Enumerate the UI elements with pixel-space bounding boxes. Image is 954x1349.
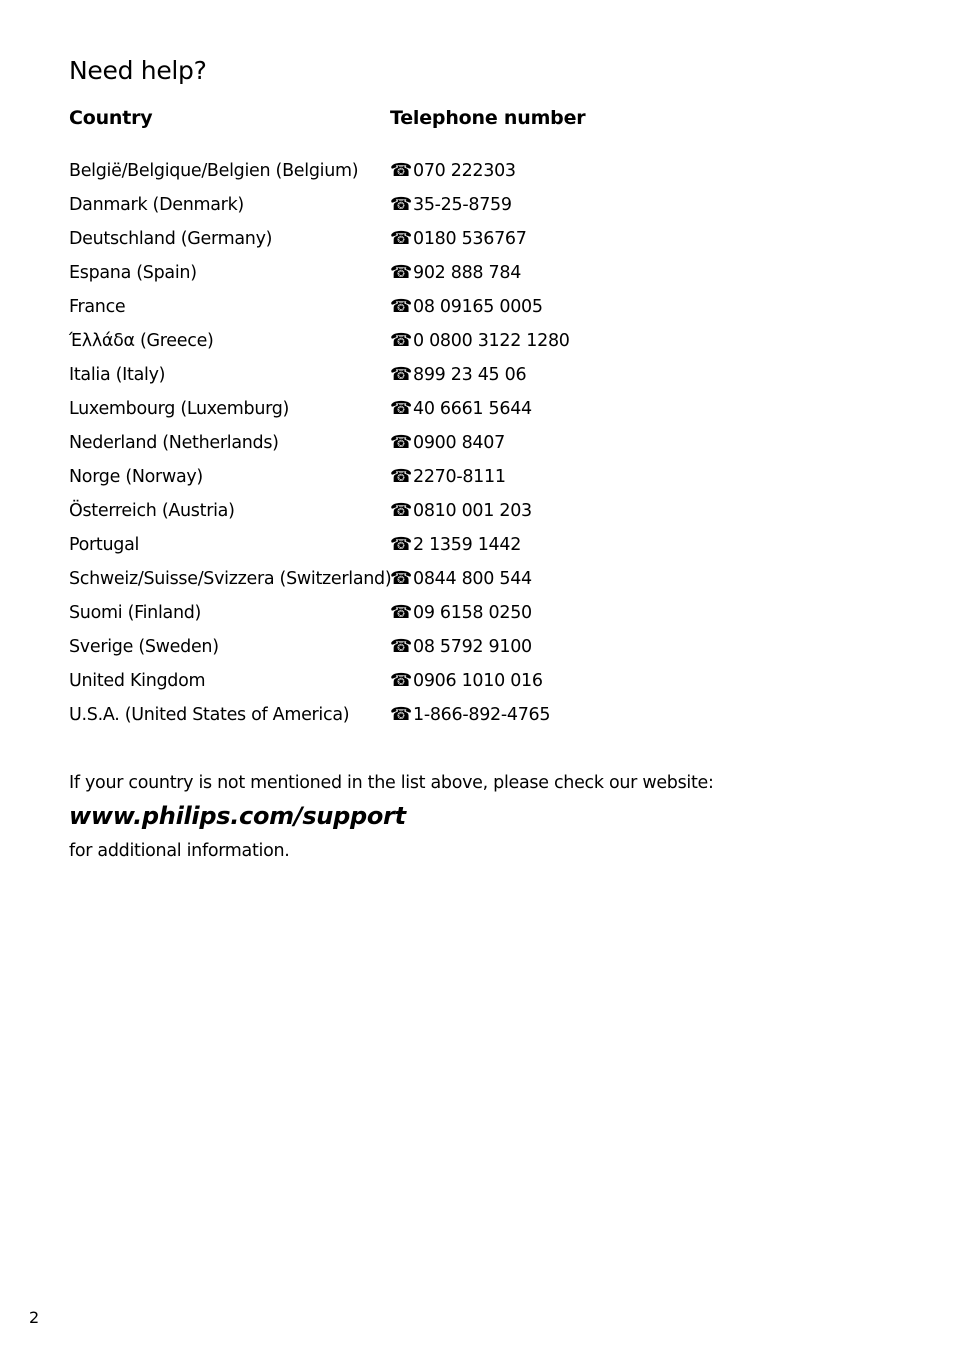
phone-number[interactable]: 35-25-8759: [413, 195, 512, 215]
telephone-icon: ☎: [390, 228, 413, 249]
phone-number[interactable]: 2270-8111: [413, 467, 506, 487]
country-name: Portugal: [69, 535, 140, 555]
phone-number[interactable]: 070 222303: [413, 161, 516, 181]
telephone-icon: ☎: [390, 704, 413, 725]
country-name: Luxembourg (Luxemburg): [69, 399, 290, 419]
telephone-icon: ☎: [390, 296, 413, 317]
telephone-icon: ☎: [390, 194, 413, 215]
country-name: Έλλάδα (Greece): [69, 331, 214, 351]
helpline-row: [69, 259, 769, 293]
telephone-icon: ☎: [390, 636, 413, 657]
phone-number[interactable]: 1-866-892-4765: [413, 705, 551, 725]
helpline-row: [69, 157, 769, 191]
phone-number[interactable]: 0 0800 3122 1280: [413, 331, 570, 351]
phone-entry: [390, 603, 532, 623]
telephone-icon: ☎: [390, 364, 413, 385]
page-title: Need help?: [69, 56, 207, 85]
helpline-row: [69, 395, 769, 429]
phone-number[interactable]: 2 1359 1442: [413, 535, 522, 555]
country-name: Österreich (Austria): [69, 501, 235, 521]
phone-entry: [390, 331, 570, 351]
phone-entry: [390, 161, 516, 181]
helpline-row: [69, 361, 769, 395]
phone-number[interactable]: 09 6158 0250: [413, 603, 532, 623]
phone-entry: [390, 569, 532, 589]
country-name: Suomi (Finland): [69, 603, 202, 623]
country-name: Sverige (Sweden): [69, 637, 219, 657]
phone-entry: [390, 467, 506, 487]
helpline-row: [69, 667, 769, 701]
helpline-row: [69, 225, 769, 259]
phone-entry: [390, 671, 543, 691]
helpline-row: [69, 633, 769, 667]
telephone-icon: ☎: [390, 262, 413, 283]
helpline-row: [69, 463, 769, 497]
country-name: United Kingdom: [69, 671, 206, 691]
telephone-icon: ☎: [390, 466, 413, 487]
helpline-row: [69, 293, 769, 327]
footer-additional-info: for additional information.: [69, 841, 290, 861]
telephone-icon: ☎: [390, 500, 413, 521]
support-website-link[interactable]: www.philips.com/support: [69, 802, 406, 830]
country-name: U.S.A. (United States of America): [69, 705, 350, 725]
country-name: Danmark (Denmark): [69, 195, 244, 215]
phone-entry: [390, 705, 550, 725]
country-name: Schweiz/Suisse/Svizzera (Switzerland): [69, 569, 392, 589]
phone-number[interactable]: 08 5792 9100: [413, 637, 532, 657]
phone-number[interactable]: 0906 1010 016: [413, 671, 543, 691]
helpline-row: [69, 429, 769, 463]
footer-note: If your country is not mentioned in the list above, please check our website:: [69, 773, 714, 793]
telephone-icon: ☎: [390, 330, 413, 351]
country-name: Deutschland (Germany): [69, 229, 273, 249]
phone-entry: [390, 501, 532, 521]
page-number: 2: [29, 1308, 40, 1327]
telephone-icon: ☎: [390, 160, 413, 181]
telephone-icon: ☎: [390, 398, 413, 419]
helpline-row: [69, 497, 769, 531]
column-header-country: Country: [69, 107, 153, 129]
phone-number[interactable]: 0180 536767: [413, 229, 527, 249]
country-name: France: [69, 297, 126, 317]
phone-entry: [390, 229, 527, 249]
helpline-list: [69, 157, 769, 735]
helpline-row: [69, 191, 769, 225]
helpline-row: [69, 327, 769, 361]
country-name: Espana (Spain): [69, 263, 197, 283]
country-name: België/Belgique/Belgien (Belgium): [69, 161, 359, 181]
phone-number[interactable]: 0810 001 203: [413, 501, 532, 521]
helpline-row: [69, 565, 769, 599]
phone-entry: [390, 365, 526, 385]
helpline-row: [69, 701, 769, 735]
helpline-row: [69, 599, 769, 633]
country-name: Norge (Norway): [69, 467, 203, 487]
phone-number[interactable]: 902 888 784: [413, 263, 522, 283]
phone-number[interactable]: 08 09165 0005: [413, 297, 543, 317]
phone-entry: [390, 263, 521, 283]
telephone-icon: ☎: [390, 568, 413, 589]
phone-entry: [390, 637, 532, 657]
phone-entry: [390, 399, 532, 419]
phone-entry: [390, 195, 512, 215]
phone-number[interactable]: 899 23 45 06: [413, 365, 527, 385]
phone-number[interactable]: 40 6661 5644: [413, 399, 532, 419]
column-header-telephone: Telephone number: [390, 107, 586, 129]
phone-entry: [390, 535, 521, 555]
telephone-icon: ☎: [390, 670, 413, 691]
telephone-icon: ☎: [390, 602, 413, 623]
phone-entry: [390, 433, 505, 453]
helpline-row: [69, 531, 769, 565]
country-name: Nederland (Netherlands): [69, 433, 279, 453]
phone-number[interactable]: 0844 800 544: [413, 569, 532, 589]
phone-number[interactable]: 0900 8407: [413, 433, 505, 453]
telephone-icon: ☎: [390, 432, 413, 453]
country-name: Italia (Italy): [69, 365, 166, 385]
telephone-icon: ☎: [390, 534, 413, 555]
phone-entry: [390, 297, 543, 317]
